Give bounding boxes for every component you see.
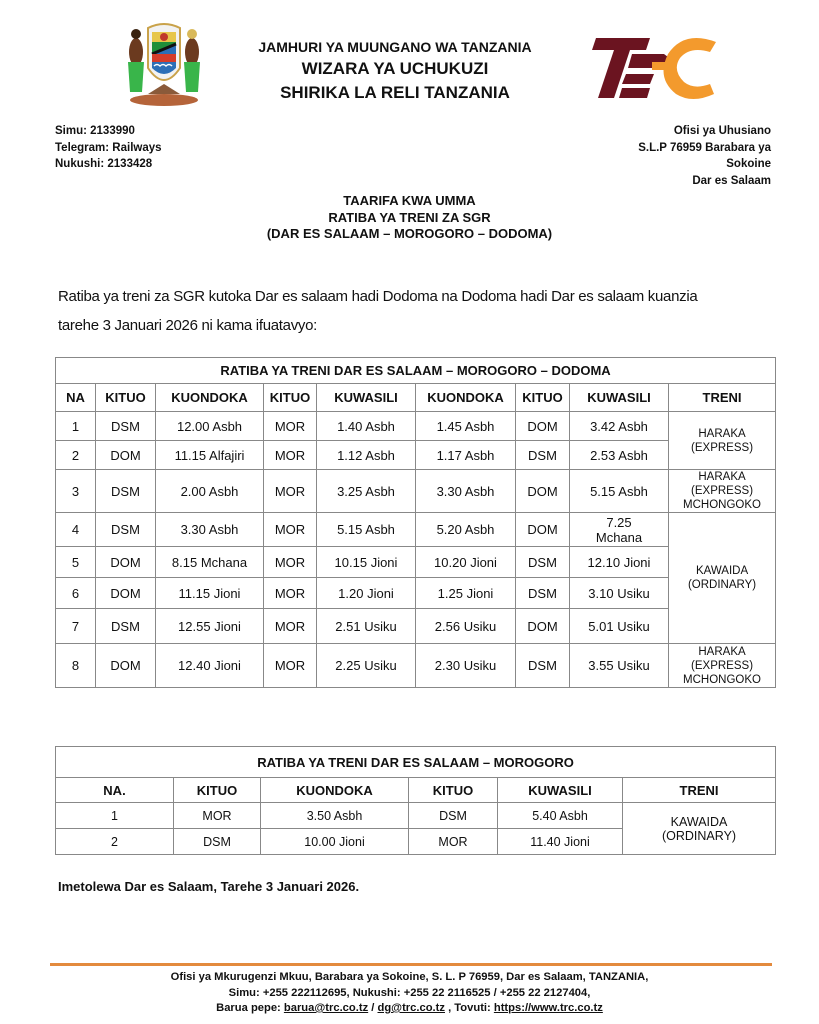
train-type-cell [623, 803, 776, 855]
cell: 10.00 Jioni [261, 829, 409, 855]
col-header: KUONDOKA [416, 384, 516, 412]
cell: DOM [516, 609, 570, 644]
cell: 11.40 Jioni [498, 829, 623, 855]
cell: 1.20 Jioni [317, 578, 416, 609]
cell: DSM [409, 803, 498, 829]
cell: 10.15 Jioni [317, 547, 416, 578]
train-type-line: (EXPRESS) [691, 485, 754, 497]
footer-line2: Simu: +255 222112695, Nukushi: +255 22 2116525 / +255 22 2127404, [228, 986, 591, 999]
table-row [56, 803, 776, 829]
cell: 7 [56, 609, 96, 644]
cell: DOM [96, 578, 156, 609]
cell: 3 [56, 470, 96, 513]
table2-header-row [56, 778, 776, 803]
col-header: KITUO [409, 778, 498, 803]
train-type-line: (EXPRESS) [691, 441, 754, 454]
city: Dar es Salaam [692, 174, 771, 187]
col-header: NA [56, 384, 96, 412]
footer-divider [50, 963, 772, 966]
col-header: KITUO [516, 384, 570, 412]
cell: 6 [56, 578, 96, 609]
train-type-cell [669, 513, 776, 644]
table1-caption: RATIBA YA TRENI DAR ES SALAAM – MOROGORO – DODOMA [56, 358, 776, 384]
separator: / [368, 1002, 378, 1014]
website-link[interactable]: https://www.trc.co.tz [493, 1002, 603, 1014]
cell: 3.30 Asbh [156, 513, 264, 547]
table-row [56, 441, 776, 470]
cell: DOM [516, 470, 570, 513]
cell: 2.56 Usiku [416, 609, 516, 644]
cell: 1 [56, 412, 96, 441]
cell: 8 [56, 644, 96, 688]
cell: MOR [264, 412, 317, 441]
fax-number: Nukushi: 2133428 [55, 158, 153, 170]
col-header: KUWASILI [317, 384, 416, 412]
cell: 1.40 Asbh [317, 412, 416, 441]
table1-header-row [56, 384, 776, 412]
cell: DSM [516, 441, 570, 470]
table-row [56, 513, 776, 547]
col-header: NA. [56, 778, 174, 803]
table-row [56, 644, 776, 688]
cell: MOR [264, 644, 317, 688]
col-header: TRENI [669, 384, 776, 412]
email-link-barua[interactable]: barua@trc.co.tz [283, 1002, 369, 1014]
letterhead-titles [220, 38, 570, 105]
cell: 11.15 Jioni [156, 578, 264, 609]
issued-statement: Imetolewa Dar es Salaam, Tarehe 3 Januari 2026. [58, 879, 360, 894]
phone-number: Simu: 2133990 [55, 125, 135, 137]
train-type-cell [669, 470, 776, 513]
cell: 12.10 Jioni [570, 547, 669, 578]
notice-title-line1: TAARIFA KWA UMMA [343, 193, 476, 208]
cell: MOR [409, 829, 498, 855]
cell: 2 [56, 829, 174, 855]
cell: 1.12 Asbh [317, 441, 416, 470]
cell: 12.40 Jioni [156, 644, 264, 688]
cell: MOR [264, 441, 317, 470]
cell: MOR [264, 547, 317, 578]
cell: 5 [56, 547, 96, 578]
cell: 5.01 Usiku [570, 609, 669, 644]
train-type-line: (ORDINARY) [687, 579, 757, 591]
train-type-line: (ORDINARY) [661, 828, 737, 843]
cell: DSM [516, 547, 570, 578]
cell: 5.20 Asbh [416, 513, 516, 547]
train-type-line: HARAKA [698, 645, 746, 658]
cell: DOM [96, 644, 156, 688]
cell: 4 [56, 513, 96, 547]
footer-line3 [0, 1001, 819, 1017]
intro-paragraph [58, 282, 778, 340]
cell: 2.30 Usiku [416, 644, 516, 688]
schedule-table-dsm-mor [55, 746, 776, 855]
train-type-line: KAWAIDA [670, 814, 728, 829]
table-row [56, 470, 776, 513]
cell: MOR [264, 470, 317, 513]
cell: DSM [96, 470, 156, 513]
cell: 1.25 Jioni [416, 578, 516, 609]
telegram: Telegram: Railways [55, 141, 162, 154]
cell: 8.15 Mchana [156, 547, 264, 578]
cell: 11.15 Alfajiri [156, 441, 264, 470]
col-header: KUWASILI [570, 384, 669, 412]
cell: 5.15 Asbh [317, 513, 416, 547]
cell: DSM [96, 513, 156, 547]
notice-title-line3: (DAR ES SALAAM – MOROGORO – DODOMA) [266, 226, 553, 241]
street-name: Sokoine [726, 158, 771, 170]
trc-logo [592, 32, 722, 102]
intro-line1: Ratiba ya treni za SGR kutoka Dar es salaam hadi Dodoma na Dodoma hadi Dar es salaam kuanzia [58, 288, 698, 305]
cell: MOR [174, 803, 261, 829]
cell: 3.25 Asbh [317, 470, 416, 513]
republic-name: JAMHURI YA MUUNGANO WA TANZANIA [258, 39, 532, 55]
cell: 3.55 Usiku [570, 644, 669, 688]
train-type-cell [669, 412, 776, 470]
cell: 12.00 Asbh [156, 412, 264, 441]
footer-address [0, 970, 819, 1017]
table-row [56, 609, 776, 644]
col-header: KITUO [264, 384, 317, 412]
col-header: KUWASILI [498, 778, 623, 803]
cell: 12.55 Jioni [156, 609, 264, 644]
cell: MOR [264, 609, 317, 644]
cell: 10.20 Jioni [416, 547, 516, 578]
postal-address: S.L.P 76959 Barabara ya [638, 141, 771, 154]
cell: DSM [174, 829, 261, 855]
train-type-line: HARAKA [698, 471, 746, 483]
cell: DSM [96, 609, 156, 644]
cell: 3.30 Asbh [416, 470, 516, 513]
cell: 3.42 Asbh [570, 412, 669, 441]
train-type-line: KAWAIDA [695, 565, 749, 577]
col-header: KITUO [96, 384, 156, 412]
cell: 2.00 Asbh [156, 470, 264, 513]
schedule-table-dsm-mor-dom [55, 357, 776, 688]
cell: MOR [264, 513, 317, 547]
notice-title-line2: RATIBA YA TRENI ZA SGR [328, 209, 491, 225]
cell: 1.45 Asbh [416, 412, 516, 441]
corporation-name: SHIRIKA LA RELI TANZANIA [280, 83, 510, 102]
contact-right-block [638, 123, 771, 189]
cell: 2 [56, 441, 96, 470]
col-header: KUONDOKA [261, 778, 409, 803]
cell: 2.25 Usiku [317, 644, 416, 688]
cell: 2.51 Usiku [317, 609, 416, 644]
office-name: Ofisi ya Uhusiano [673, 125, 771, 137]
email-link-dg[interactable]: dg@trc.co.tz [377, 1002, 445, 1014]
cell: 5.15 Asbh [570, 470, 669, 513]
col-header: TRENI [623, 778, 776, 803]
cell: 2.53 Asbh [570, 441, 669, 470]
table-row [56, 412, 776, 441]
table-row [56, 547, 776, 578]
cell: DSM [516, 644, 570, 688]
email-label: Barua pepe: [216, 1002, 284, 1014]
cell: MOR [264, 578, 317, 609]
cell: 1 [56, 803, 174, 829]
col-header: KITUO [174, 778, 261, 803]
cell: DSM [96, 412, 156, 441]
footer-line1: Ofisi ya Mkurugenzi Mkuu, Barabara ya Sokoine, S. L. P 76959, Dar es Salaam, TANZANIA, [170, 971, 649, 983]
cell: DSM [516, 578, 570, 609]
train-type-line: MCHONGOKO [683, 673, 761, 686]
train-type-cell [669, 644, 776, 688]
cell: 1.17 Asbh [416, 441, 516, 470]
train-type-line: (EXPRESS) [691, 659, 754, 672]
table-row [56, 578, 776, 609]
train-type-line: MCHONGOKO [683, 499, 761, 511]
col-header: KUONDOKA [156, 384, 264, 412]
cell: 7.25 Mchana [570, 513, 669, 547]
cell: DOM [96, 441, 156, 470]
cell: DOM [96, 547, 156, 578]
intro-line2: tarehe 3 Januari 2026 ni kama ifuatavyo: [58, 317, 318, 334]
contact-left-block [55, 123, 162, 173]
website-label: , Tovuti: [444, 1002, 494, 1014]
coat-of-arms-emblem [118, 22, 210, 108]
cell: 5.40 Asbh [498, 803, 623, 829]
notice-title [0, 193, 819, 243]
train-type-line: HARAKA [698, 427, 746, 440]
cell: DOM [516, 412, 570, 441]
cell: DOM [516, 513, 570, 547]
cell: 3.50 Asbh [261, 803, 409, 829]
cell: 3.10 Usiku [570, 578, 669, 609]
ministry-name: WIZARA YA UCHUKUZI [301, 59, 489, 78]
table2-caption: RATIBA YA TRENI DAR ES SALAAM – MOROGORO [56, 747, 776, 778]
